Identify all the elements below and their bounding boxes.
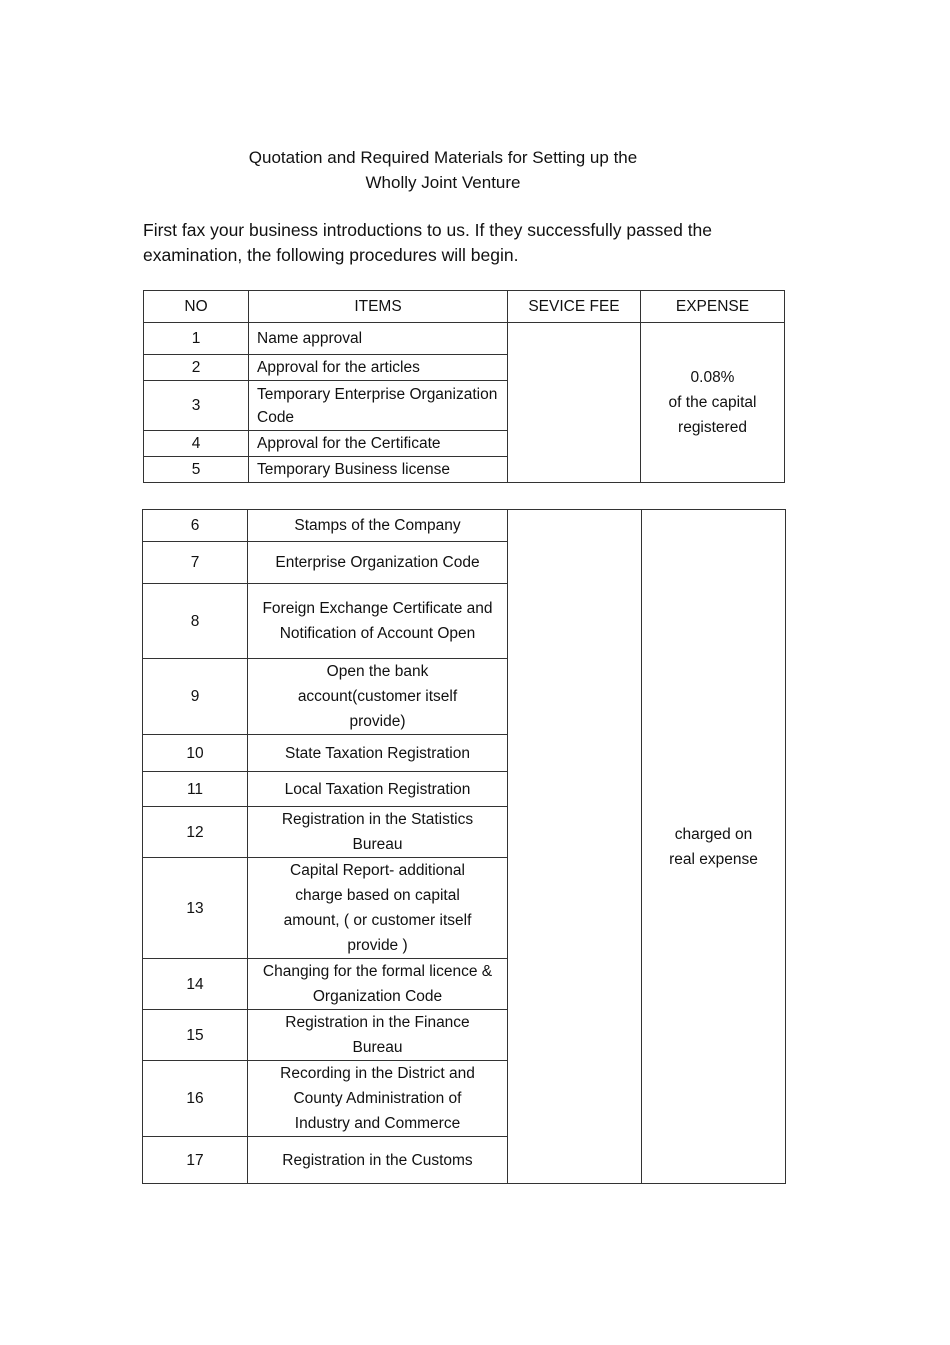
header-service-fee: SEVICE FEE [508,291,641,323]
row-item: Stamps of the Company [248,510,508,542]
expense-cell [642,510,786,1184]
row-no: 16 [143,1061,248,1137]
row-no: 6 [143,510,248,542]
row-no: 17 [143,1137,248,1184]
row-no: 3 [144,381,249,431]
row-no: 1 [144,323,249,355]
row-item: Temporary Business license [249,457,508,483]
row-no: 2 [144,355,249,381]
title-line-1: Quotation and Required Materials for Setting up the [248,148,638,167]
row-item: Enterprise Organization Code [248,542,508,584]
intro-paragraph: First fax your business introductions to us. If they successfully passed the examination, the following procedures will begin. [143,220,713,265]
row-item: Temporary Enterprise Organization Code [249,381,508,431]
row-item: Open the bank account(customer itself provide) [248,659,508,735]
row-item: Recording in the District and County Administration of Industry and Commerce [248,1061,508,1137]
row-no: 5 [144,457,249,483]
row-item: Registration in the Customs [248,1137,508,1184]
row-item: Registration in the Finance Bureau [248,1010,508,1061]
header-expense: EXPENSE [641,291,785,323]
service-fee-cell [508,323,641,483]
expense-cell [641,323,785,483]
row-item: Capital Report- additional charge based on capital amount, ( or customer itself provide ) [248,858,508,959]
row-no: 15 [143,1010,248,1061]
row-item: Foreign Exchange Certificate and Notification of Account Open [248,584,508,659]
quotation-table-2 [142,509,786,1184]
row-no: 13 [143,858,248,959]
row-item: Approval for the articles [249,355,508,381]
row-item: Registration in the Statistics Bureau [248,807,508,858]
expense-line-2: of the capital [668,394,757,411]
row-item: State Taxation Registration [248,735,508,772]
row-item: Approval for the Certificate [249,431,508,457]
table-row [144,323,785,355]
quotation-table-1 [143,290,785,483]
row-item: Local Taxation Registration [248,772,508,807]
row-no: 11 [143,772,248,807]
header-no: NO [144,291,249,323]
row-no: 10 [143,735,248,772]
row-no: 8 [143,584,248,659]
title-line-2: Wholly Joint Venture [365,173,521,192]
expense-line-3: registered [678,419,747,436]
expense-line-2: real expense [669,850,758,868]
row-no: 9 [143,659,248,735]
service-fee-cell [508,510,642,1184]
expense-line-1: charged on [674,825,753,843]
header-items: ITEMS [249,291,508,323]
table-header-row [144,291,785,323]
row-no: 12 [143,807,248,858]
row-no: 14 [143,959,248,1010]
row-no: 4 [144,431,249,457]
row-item: Name approval [249,323,508,355]
row-item: Changing for the formal licence & Organization Code [248,959,508,1010]
document-title [0,145,886,195]
expense-line-1: 0.08% [690,369,735,386]
row-no: 7 [143,542,248,584]
table-row [143,510,786,542]
